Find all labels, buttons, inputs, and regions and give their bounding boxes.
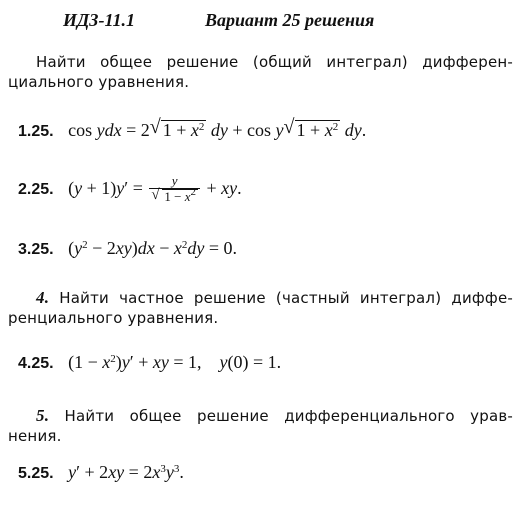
task-number: 5. xyxy=(36,406,50,425)
task-statement-1 xyxy=(8,52,513,92)
problem-4-25 xyxy=(18,350,281,376)
problem-label: 2.25. xyxy=(18,180,54,198)
problem-label: 4.25. xyxy=(18,355,54,372)
equation: $y' + 2xy = 2x^3y^3$. xyxy=(68,462,184,482)
task-statement-4 xyxy=(8,288,513,328)
assignment-title: ИДЗ-11.1 xyxy=(63,10,135,30)
header xyxy=(0,10,521,34)
problem-label: 5.25. xyxy=(18,465,54,482)
problem-label: 3.25. xyxy=(18,241,54,258)
problem-3-25 xyxy=(18,236,237,262)
task-statement-4-text: Найти частное решение (частный интеграл) диффе-ренциального уравнения. xyxy=(8,289,513,327)
problem-5-25 xyxy=(18,460,184,486)
task-statement-1-text: Найти общее решение (общий интеграл) дифферен-циального уравнения. xyxy=(8,53,513,91)
variant-title: Вариант 25 решения xyxy=(205,10,375,30)
equation: $(y^2 - 2xy)dx - x^2dy = 0$. xyxy=(68,238,238,258)
equation: cos ydx = 2 √ $1 + x^2$ dy + cos y √ $1 + x^2$ dy. xyxy=(68,116,367,140)
problem-2-25 xyxy=(18,174,242,205)
task-statement-5-text: Найти общее решение дифференциального урав-нения. xyxy=(8,407,514,445)
equation: (y + 1)y′ = y √ $1 - x^2$ + xy. xyxy=(68,173,242,204)
problem-1-25 xyxy=(18,118,366,144)
problem-label: 1.25. xyxy=(18,123,54,140)
task-number: 4. xyxy=(36,288,50,307)
task-statement-5 xyxy=(8,406,513,446)
equation: $(1 - x^2)y'$ + xy = 1, y(0) = 1. xyxy=(68,352,282,372)
